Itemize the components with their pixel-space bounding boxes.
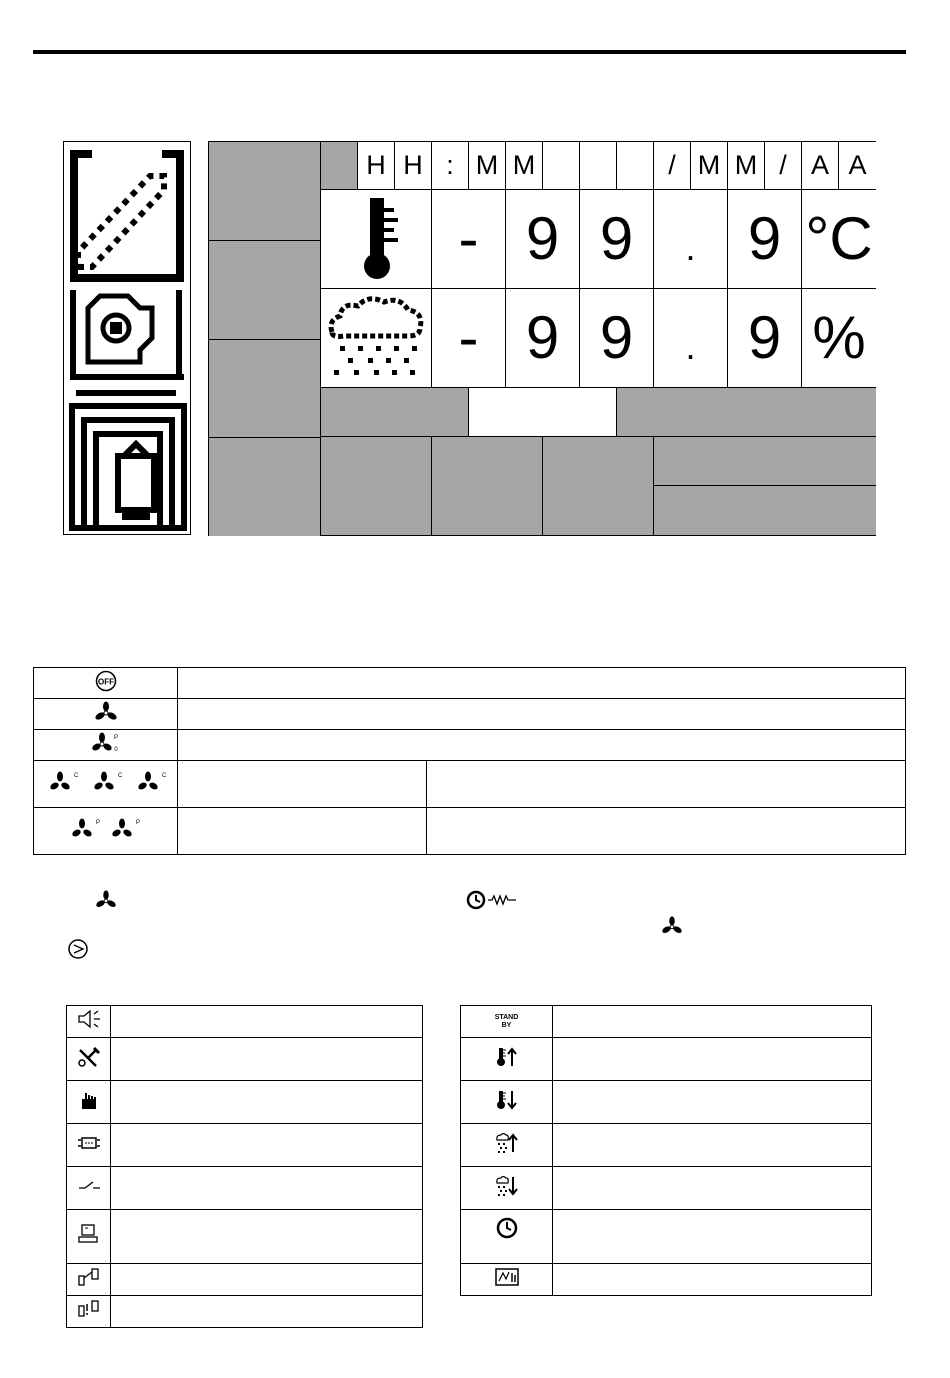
table-cell xyxy=(111,1167,423,1210)
table-cell xyxy=(553,1081,872,1124)
table-cell xyxy=(427,761,906,808)
humidity-sign: - xyxy=(432,289,506,388)
lcd-segment xyxy=(209,340,321,438)
fan-p-icon xyxy=(66,816,146,842)
temp-high-icon xyxy=(494,1045,520,1069)
standby-line: BY xyxy=(501,1021,512,1029)
lcd-segment xyxy=(209,241,321,340)
table-cell xyxy=(34,668,178,699)
lcd-segment xyxy=(321,142,358,190)
lcd-segment xyxy=(321,437,432,535)
table-cell xyxy=(67,1038,111,1081)
table-row xyxy=(34,761,906,808)
time-char: / xyxy=(654,142,691,190)
computer-icon xyxy=(76,1222,102,1246)
table-cell xyxy=(111,1210,423,1264)
timer-heater-icon xyxy=(466,889,518,911)
table-row xyxy=(461,1167,872,1210)
table-cell xyxy=(67,1296,111,1328)
time-char xyxy=(617,142,654,190)
table-cell xyxy=(67,1167,111,1210)
table-row xyxy=(67,1167,423,1210)
status-icon-table xyxy=(460,1005,872,1296)
table-cell xyxy=(34,761,178,808)
table-cell xyxy=(67,1006,111,1038)
top-rule xyxy=(33,50,906,54)
table-cell xyxy=(461,1167,553,1210)
table-row xyxy=(67,1081,423,1124)
svg-text:C: C xyxy=(73,772,78,779)
table-cell xyxy=(111,1038,423,1081)
lcd-segment xyxy=(432,437,543,535)
table-cell xyxy=(178,808,427,855)
time-char: H xyxy=(395,142,432,190)
lcd-display xyxy=(208,141,876,536)
side-icon-panel xyxy=(63,141,191,535)
humidity-digit: 9 xyxy=(580,289,654,388)
table-cell xyxy=(178,668,906,699)
table-row xyxy=(461,1264,872,1296)
table-row xyxy=(67,1296,423,1328)
lcd-segment xyxy=(543,437,654,535)
fan-icon xyxy=(95,889,117,911)
lcd-segment xyxy=(209,142,321,241)
table-row xyxy=(67,1038,423,1081)
table-row xyxy=(34,730,906,761)
table-cell xyxy=(553,1038,872,1081)
svg-text:C: C xyxy=(117,772,122,779)
temperature-sign: - xyxy=(432,190,506,289)
service-icon xyxy=(76,1046,102,1068)
table-cell xyxy=(178,730,906,761)
table-row xyxy=(67,1006,423,1038)
lcd-segment xyxy=(654,486,876,535)
table-row xyxy=(34,808,906,855)
lcd-segment-active xyxy=(469,388,617,437)
table-cell xyxy=(553,1124,872,1167)
temperature-digit: 9 xyxy=(580,190,654,289)
table-cell xyxy=(461,1081,553,1124)
humidity-unit: % xyxy=(802,289,876,388)
table-row xyxy=(461,1124,872,1167)
table-row xyxy=(461,1038,872,1081)
time-char: M xyxy=(691,142,728,190)
table-row xyxy=(67,1124,423,1167)
standby-icon xyxy=(461,1014,552,1030)
table-row xyxy=(461,1006,872,1038)
humidity-digit: 9 xyxy=(728,289,802,388)
table-row xyxy=(34,699,906,730)
table-cell xyxy=(178,761,427,808)
table-cell xyxy=(553,1210,872,1264)
table-cell xyxy=(461,1264,553,1296)
table-row xyxy=(461,1081,872,1124)
hum-high-icon xyxy=(494,1131,520,1155)
svg-text:0: 0 xyxy=(113,746,118,753)
table-cell xyxy=(34,730,178,761)
svg-text:P: P xyxy=(95,819,100,826)
remote-alarm-icon xyxy=(76,1298,102,1320)
humidity-dot: . xyxy=(654,289,728,388)
time-char xyxy=(580,142,617,190)
temperature-digit: 9 xyxy=(506,190,580,289)
time-char: M xyxy=(728,142,765,190)
alarm-icon-table xyxy=(66,1005,423,1328)
time-char: : xyxy=(432,142,469,190)
table-cell xyxy=(427,808,906,855)
table-cell xyxy=(178,699,906,730)
table-cell xyxy=(553,1006,872,1038)
fan-mode-table xyxy=(33,667,906,855)
svg-text:P: P xyxy=(113,734,118,741)
temp-low-icon xyxy=(494,1088,520,1112)
time-char: A xyxy=(802,142,839,190)
table-cell xyxy=(111,1264,423,1296)
table-row xyxy=(67,1264,423,1296)
time-char: A xyxy=(839,142,876,190)
table-cell xyxy=(67,1081,111,1124)
table-row xyxy=(34,668,906,699)
table-cell xyxy=(111,1124,423,1167)
table-cell xyxy=(461,1006,553,1038)
time-char: / xyxy=(765,142,802,190)
table-cell xyxy=(553,1264,872,1296)
fan-c-icon xyxy=(46,769,166,795)
temperature-unit: °C xyxy=(802,190,876,289)
manual-icon xyxy=(76,1089,102,1111)
table-cell xyxy=(111,1081,423,1124)
timer-icon xyxy=(494,1216,520,1240)
table-cell xyxy=(67,1210,111,1264)
door-icon xyxy=(70,150,184,282)
table-row xyxy=(461,1210,872,1264)
setpoint-icon xyxy=(70,290,184,396)
table-cell xyxy=(111,1006,423,1038)
svg-text:C: C xyxy=(161,772,166,779)
table-cell xyxy=(34,808,178,855)
remote-icon xyxy=(76,1266,102,1288)
time-char: M xyxy=(469,142,506,190)
table-cell xyxy=(111,1296,423,1328)
table-cell xyxy=(553,1167,872,1210)
hum-low-icon xyxy=(494,1174,520,1198)
lcd-segment xyxy=(321,388,469,437)
lcd-segment xyxy=(654,437,876,486)
temperature-digit: 9 xyxy=(728,190,802,289)
table-cell xyxy=(34,699,178,730)
time-char: H xyxy=(358,142,395,190)
table-cell xyxy=(461,1038,553,1081)
humidity-digit: 9 xyxy=(506,289,580,388)
fan-p-icon xyxy=(92,732,120,754)
compressor-icon xyxy=(67,938,89,960)
fan-icon xyxy=(94,701,118,723)
lcd-segment xyxy=(617,388,876,437)
table-row xyxy=(67,1210,423,1264)
svg-text:OFF: OFF xyxy=(97,677,114,686)
table-cell xyxy=(461,1124,553,1167)
switch-icon xyxy=(76,1175,102,1197)
fan-icon xyxy=(661,915,683,937)
temperature-dot: . xyxy=(654,190,728,289)
cloud-rain-icon xyxy=(321,289,432,388)
table-cell xyxy=(461,1210,553,1264)
buzzer-icon xyxy=(76,1008,102,1030)
thermometer-icon xyxy=(321,190,432,289)
lcd-segment xyxy=(209,438,321,536)
unit-icon xyxy=(72,406,184,528)
table-cell xyxy=(67,1264,111,1296)
chart-icon xyxy=(494,1267,520,1287)
time-char: M xyxy=(506,142,543,190)
table-cell xyxy=(67,1124,111,1167)
time-char xyxy=(543,142,580,190)
off-icon xyxy=(94,670,118,692)
standby-line: STAND xyxy=(494,1013,519,1021)
svg-text:P: P xyxy=(135,819,140,826)
filter-icon xyxy=(76,1132,102,1154)
